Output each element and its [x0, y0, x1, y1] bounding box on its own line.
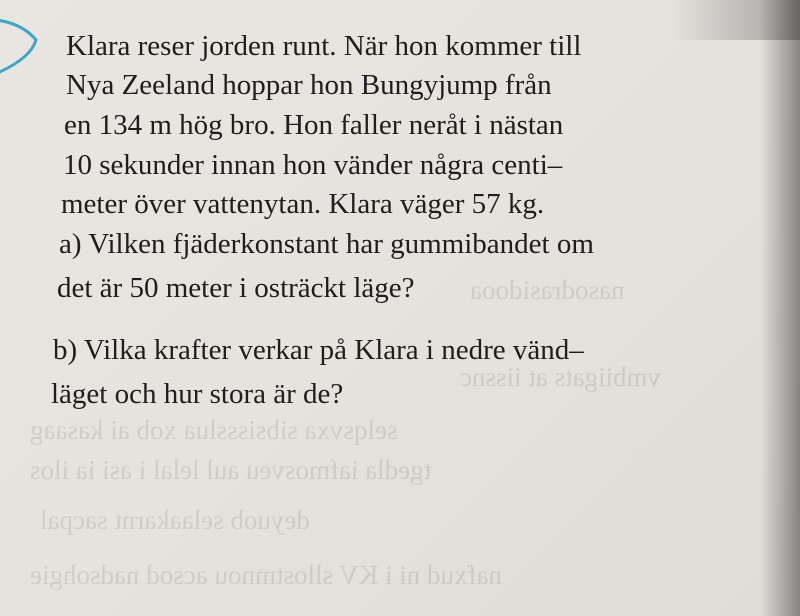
- question-b-line-2: läget och hur stora är de?: [51, 378, 344, 410]
- question-a-line-1: a) Vilken fjäderkonstant har gummibandet om: [59, 228, 594, 260]
- problem-line-2: Nya Zeeland hoppar hon Bungyjump från: [66, 69, 552, 101]
- problem-number-badge: [0, 12, 46, 82]
- textbook-page: nasodrasidooa vmbiigats at iissnc selqsvxa sibsissslua xob ai kasaag tgedla iafmosveu aul lelal i asi ia ilos deyuob selaakarnt sacpal nafxud ni i KV sllostmnou acsod nadsohgie Klara reser jorden runt. När hon kommer till Nya Zeeland hoppar hon Bungyjump från en 134 m hög bro. Hon faller neråt i nästan 10 sekunder innan hon vänder några centi– meter över vattenytan. Klara väger 57 kg. a) Vilken fjäderkonstant har gummibandet om det är 50 meter i osträckt läge? b) Vilka krafter verkar på Klara i nedre vänd– läget och hur stora är de?: [0, 0, 800, 616]
- page-corner-shadow: [670, 0, 800, 40]
- page-edge-shadow: [760, 0, 800, 616]
- problem-line-1: Klara reser jorden runt. När hon kommer till: [66, 30, 582, 62]
- badge-outline-icon: [0, 12, 46, 82]
- question-b-line-1: b) Vilka krafter verkar på Klara i nedre vänd–: [53, 334, 584, 366]
- problem-line-4: 10 sekunder innan hon vänder några centi–: [63, 149, 563, 181]
- problem-line-3: en 134 m hög bro. Hon faller neråt i nästan: [64, 109, 564, 141]
- question-a-line-2: det är 50 meter i osträckt läge?: [57, 272, 415, 304]
- problem-line-5: meter över vattenytan. Klara väger 57 kg.: [61, 188, 545, 220]
